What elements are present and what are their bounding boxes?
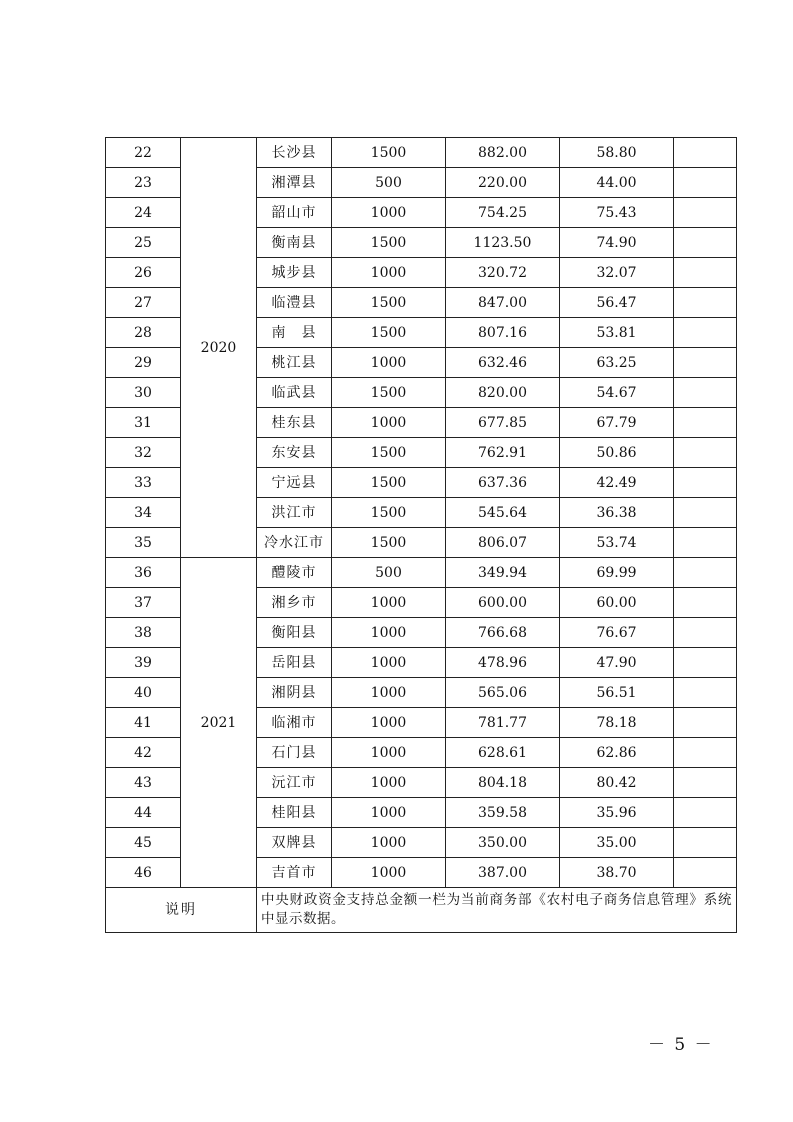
county-cell: 桃江县 [257, 348, 332, 378]
value-cell-1: 1000 [332, 828, 446, 858]
county-cell: 临湘市 [257, 708, 332, 738]
value-cell-2: 349.94 [446, 558, 560, 588]
county-cell: 城步县 [257, 258, 332, 288]
value-cell-1: 500 [332, 168, 446, 198]
value-cell-1: 1000 [332, 708, 446, 738]
remark-cell [674, 438, 737, 468]
page-number: － 5 － [648, 1035, 714, 1055]
value-cell-2: 781.77 [446, 708, 560, 738]
value-cell-2: 628.61 [446, 738, 560, 768]
county-cell: 衡阳县 [257, 618, 332, 648]
county-cell: 桂东县 [257, 408, 332, 438]
remark-cell [674, 738, 737, 768]
value-cell-3: 63.25 [560, 348, 674, 378]
row-number-cell: 34 [106, 498, 181, 528]
remark-cell [674, 828, 737, 858]
row-number-cell: 31 [106, 408, 181, 438]
remark-cell [674, 528, 737, 558]
value-cell-3: 76.67 [560, 618, 674, 648]
remark-cell [674, 678, 737, 708]
value-cell-3: 54.67 [560, 378, 674, 408]
value-cell-1: 1000 [332, 348, 446, 378]
value-cell-1: 1000 [332, 588, 446, 618]
value-cell-1: 1000 [332, 198, 446, 228]
county-cell: 南 县 [257, 318, 332, 348]
value-cell-1: 500 [332, 558, 446, 588]
value-cell-3: 35.96 [560, 798, 674, 828]
row-number-cell: 24 [106, 198, 181, 228]
value-cell-2: 766.68 [446, 618, 560, 648]
county-cell: 临武县 [257, 378, 332, 408]
value-cell-2: 807.16 [446, 318, 560, 348]
value-cell-1: 1500 [332, 528, 446, 558]
value-cell-2: 600.00 [446, 588, 560, 618]
value-cell-3: 56.51 [560, 678, 674, 708]
remark-cell [674, 768, 737, 798]
year-cell: 2020 [181, 138, 257, 558]
row-number-cell: 23 [106, 168, 181, 198]
value-cell-2: 350.00 [446, 828, 560, 858]
value-cell-2: 806.07 [446, 528, 560, 558]
row-number-cell: 40 [106, 678, 181, 708]
remark-cell [674, 318, 737, 348]
value-cell-3: 53.74 [560, 528, 674, 558]
table-row [106, 558, 737, 588]
row-number-cell: 35 [106, 528, 181, 558]
value-cell-3: 60.00 [560, 588, 674, 618]
row-number-cell: 25 [106, 228, 181, 258]
value-cell-3: 38.70 [560, 858, 674, 888]
value-cell-2: 565.06 [446, 678, 560, 708]
value-cell-3: 50.86 [560, 438, 674, 468]
value-cell-1: 1000 [332, 738, 446, 768]
value-cell-3: 74.90 [560, 228, 674, 258]
row-number-cell: 33 [106, 468, 181, 498]
county-cell: 湘乡市 [257, 588, 332, 618]
value-cell-3: 42.49 [560, 468, 674, 498]
value-cell-1: 1500 [332, 228, 446, 258]
county-cell: 醴陵市 [257, 558, 332, 588]
row-number-cell: 43 [106, 768, 181, 798]
row-number-cell: 42 [106, 738, 181, 768]
value-cell-1: 1500 [332, 288, 446, 318]
value-cell-3: 69.99 [560, 558, 674, 588]
value-cell-1: 1000 [332, 678, 446, 708]
county-cell: 吉首市 [257, 858, 332, 888]
value-cell-1: 1500 [332, 138, 446, 168]
county-cell: 冷水江市 [257, 528, 332, 558]
value-cell-2: 478.96 [446, 648, 560, 678]
year-cell: 2021 [181, 558, 257, 888]
county-cell: 东安县 [257, 438, 332, 468]
value-cell-3: 35.00 [560, 828, 674, 858]
value-cell-2: 847.00 [446, 288, 560, 318]
remark-cell [674, 168, 737, 198]
note-row [106, 888, 737, 933]
value-cell-2: 545.64 [446, 498, 560, 528]
county-cell: 长沙县 [257, 138, 332, 168]
value-cell-3: 36.38 [560, 498, 674, 528]
remark-cell [674, 378, 737, 408]
row-number-cell: 27 [106, 288, 181, 318]
county-cell: 韶山市 [257, 198, 332, 228]
value-cell-3: 58.80 [560, 138, 674, 168]
row-number-cell: 36 [106, 558, 181, 588]
value-cell-1: 1500 [332, 498, 446, 528]
note-text: 中央财政资金支持总金额一栏为当前商务部《农村电子商务信息管理》系统中显示数据。 [257, 888, 737, 933]
value-cell-3: 44.00 [560, 168, 674, 198]
value-cell-1: 1000 [332, 798, 446, 828]
value-cell-2: 637.36 [446, 468, 560, 498]
remark-cell [674, 798, 737, 828]
value-cell-1: 1000 [332, 618, 446, 648]
remark-cell [674, 588, 737, 618]
value-cell-1: 1500 [332, 438, 446, 468]
row-number-cell: 37 [106, 588, 181, 618]
note-label: 说明 [106, 888, 257, 933]
remark-cell [674, 258, 737, 288]
county-cell: 宁远县 [257, 468, 332, 498]
row-number-cell: 46 [106, 858, 181, 888]
remark-cell [674, 228, 737, 258]
row-number-cell: 32 [106, 438, 181, 468]
row-number-cell: 22 [106, 138, 181, 168]
county-cell: 石门县 [257, 738, 332, 768]
row-number-cell: 29 [106, 348, 181, 378]
remark-cell [674, 408, 737, 438]
row-number-cell: 45 [106, 828, 181, 858]
row-number-cell: 26 [106, 258, 181, 288]
row-number-cell: 30 [106, 378, 181, 408]
value-cell-1: 1000 [332, 258, 446, 288]
value-cell-2: 320.72 [446, 258, 560, 288]
value-cell-2: 387.00 [446, 858, 560, 888]
value-cell-1: 1000 [332, 408, 446, 438]
value-cell-2: 677.85 [446, 408, 560, 438]
county-cell: 双牌县 [257, 828, 332, 858]
row-number-cell: 38 [106, 618, 181, 648]
value-cell-3: 78.18 [560, 708, 674, 738]
county-cell: 桂阳县 [257, 798, 332, 828]
remark-cell [674, 198, 737, 228]
value-cell-3: 47.90 [560, 648, 674, 678]
program-fund-table [105, 137, 737, 933]
value-cell-2: 754.25 [446, 198, 560, 228]
value-cell-1: 1000 [332, 858, 446, 888]
county-cell: 湘潭县 [257, 168, 332, 198]
value-cell-1: 1000 [332, 648, 446, 678]
value-cell-2: 762.91 [446, 438, 560, 468]
value-cell-2: 804.18 [446, 768, 560, 798]
remark-cell [674, 288, 737, 318]
remark-cell [674, 498, 737, 528]
remark-cell [674, 618, 737, 648]
value-cell-3: 53.81 [560, 318, 674, 348]
county-cell: 岳阳县 [257, 648, 332, 678]
remark-cell [674, 138, 737, 168]
value-cell-3: 32.07 [560, 258, 674, 288]
county-cell: 湘阴县 [257, 678, 332, 708]
row-number-cell: 41 [106, 708, 181, 738]
value-cell-2: 820.00 [446, 378, 560, 408]
county-cell: 衡南县 [257, 228, 332, 258]
value-cell-3: 62.86 [560, 738, 674, 768]
county-cell: 沅江市 [257, 768, 332, 798]
value-cell-1: 1500 [332, 378, 446, 408]
county-cell: 临澧县 [257, 288, 332, 318]
value-cell-1: 1500 [332, 468, 446, 498]
value-cell-2: 220.00 [446, 168, 560, 198]
value-cell-3: 56.47 [560, 288, 674, 318]
row-number-cell: 44 [106, 798, 181, 828]
county-cell: 洪江市 [257, 498, 332, 528]
remark-cell [674, 468, 737, 498]
value-cell-2: 632.46 [446, 348, 560, 378]
value-cell-2: 359.58 [446, 798, 560, 828]
remark-cell [674, 558, 737, 588]
value-cell-2: 1123.50 [446, 228, 560, 258]
value-cell-2: 882.00 [446, 138, 560, 168]
table-row [106, 138, 737, 168]
value-cell-1: 1500 [332, 318, 446, 348]
value-cell-3: 67.79 [560, 408, 674, 438]
value-cell-3: 75.43 [560, 198, 674, 228]
remark-cell [674, 348, 737, 378]
row-number-cell: 28 [106, 318, 181, 348]
remark-cell [674, 858, 737, 888]
value-cell-1: 1000 [332, 768, 446, 798]
row-number-cell: 39 [106, 648, 181, 678]
value-cell-3: 80.42 [560, 768, 674, 798]
remark-cell [674, 708, 737, 738]
remark-cell [674, 648, 737, 678]
table-body [106, 138, 737, 933]
